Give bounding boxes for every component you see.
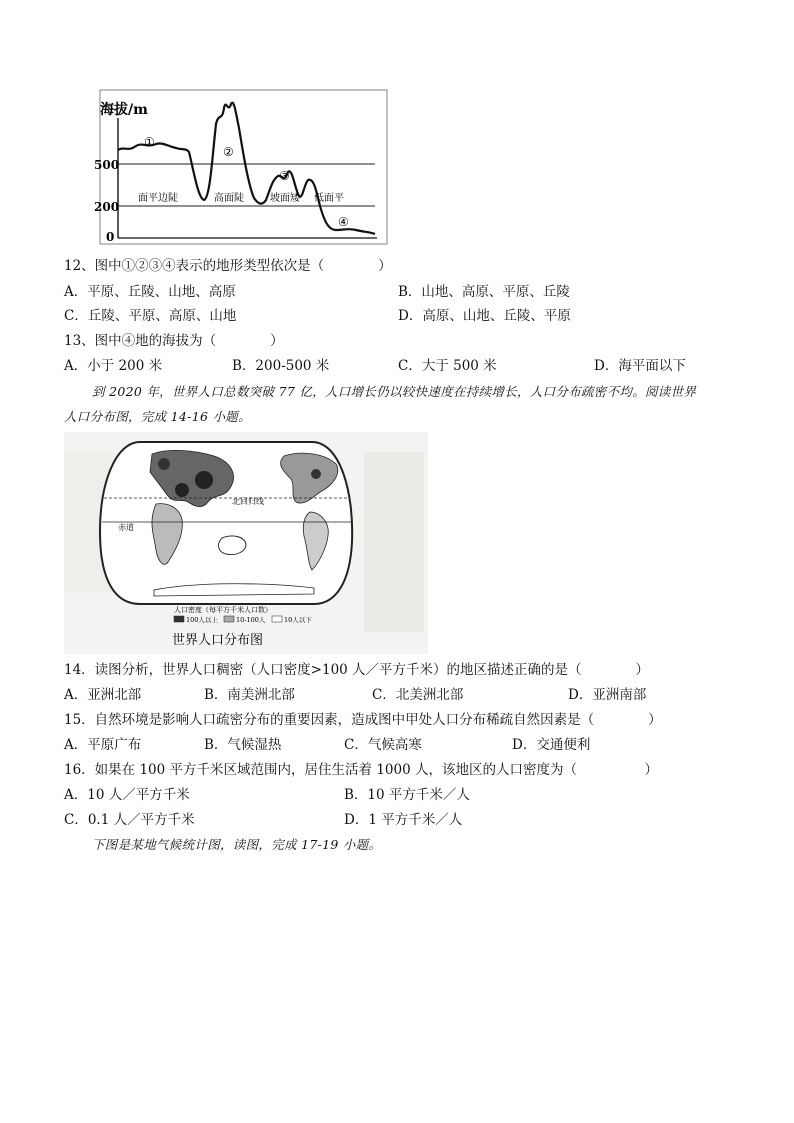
region-label-3: 坡面矮 [270,193,300,204]
q15-option-c[interactable]: C．气候高寒 [344,737,422,753]
q13-option-c[interactable]: C．大于 500 米 [398,358,497,374]
q14-option-b[interactable]: B．南美洲北部 [204,687,295,703]
legend-swatch-dense [174,616,184,622]
tick-0: 0 [106,230,115,244]
q14-option-d[interactable]: D．亚洲南部 [568,687,647,703]
q16-option-d[interactable]: D．1 平方千米／人 [344,812,463,828]
intro-17-19: 下图是某地气候统计图，读图，完成 17-19 小题。 [92,837,382,852]
q13-option-a[interactable]: A．小于 200 米 [64,358,163,374]
legend-title: 人口密度（每平方千米人口数） [174,606,272,614]
region-label-4: 低面平 [314,193,344,204]
region-label-2: 高面陡 [214,193,244,204]
q15-option-b[interactable]: B．气候湿热 [204,737,282,753]
equator-label: 赤道 [118,523,134,532]
q12-option-c[interactable]: C．丘陵、平原、高原、山地 [64,308,237,324]
legend-swatch-medium [224,616,234,622]
marker-3: ③ [279,169,290,183]
australia-landmass [219,536,246,555]
legend-item-3: 10人以下 [284,616,312,624]
q15-option-a[interactable]: A．平原广布 [64,737,142,753]
terrain-profile-line [118,103,375,234]
q13-stem: 13、图中④地的海拔为（ ） [64,333,284,349]
tropic-label: 北回归线 [232,497,264,506]
q12-option-d[interactable]: D．高原、山地、丘陵、平原 [398,308,571,324]
tick-500: 500 [94,158,120,172]
marker-4: ④ [338,215,349,229]
terrain-profile-chart [92,88,392,248]
q12-option-a[interactable]: A．平原、丘陵、山地、高原 [64,284,236,300]
world-map [64,432,428,654]
q12-option-b[interactable]: B．山地、高原、平原、丘陵 [398,284,570,300]
region-label-1: 面平边陡 [138,193,178,204]
legend-item-2: 10-100人 [236,616,266,624]
q14-stem: 14．读图分析，世界人口稠密（人口密度>100 人／平方千米）的地区描述正确的是（ ） [64,662,650,678]
legend-item-1: 100人以上 [186,616,218,624]
q15-option-d[interactable]: D．交通便利 [512,737,591,753]
q16-option-b[interactable]: B．10 平方千米／人 [344,787,470,803]
profile-ylabel: 海拔/m [100,102,148,118]
legend-swatch-sparse [272,616,282,622]
q16-option-a[interactable]: A．10 人／平方千米 [64,787,190,803]
q16-option-c[interactable]: C．0.1 人／平方千米 [64,812,195,828]
intro-14-16-line1: 到 2020 年，世界人口总数突破 77 亿，人口增长仍以较快速度在持续增长，人口分布疏密不均。阅读世界 [92,384,697,399]
marker-1: ① [144,135,155,149]
world-map-figure [64,432,428,654]
q16-stem: 16．如果在 100 平方千米区域范围内，居住生活着 1000 人，该地区的人口密度为（ ） [64,762,658,778]
q15-stem: 15．自然环境是影响人口疏密分布的重要因素，造成图中甲处人口分布稀疏自然因素是（ ） [64,712,662,728]
intro-14-16-line2: 人口分布图，完成 14-16 小题。 [64,409,251,424]
q14-option-c[interactable]: C．北美洲北部 [372,687,464,703]
tick-200: 200 [94,200,120,214]
q12-stem: 12、图中①②③④表示的地形类型依次是（ ） [64,258,392,274]
q13-option-d[interactable]: D．海平面以下 [594,358,686,374]
map-caption: 世界人口分布图 [172,633,264,648]
marker-2: ② [223,145,234,159]
q13-option-b[interactable]: B．200-500 米 [232,358,330,374]
q14-option-a[interactable]: A．亚洲北部 [64,687,142,703]
